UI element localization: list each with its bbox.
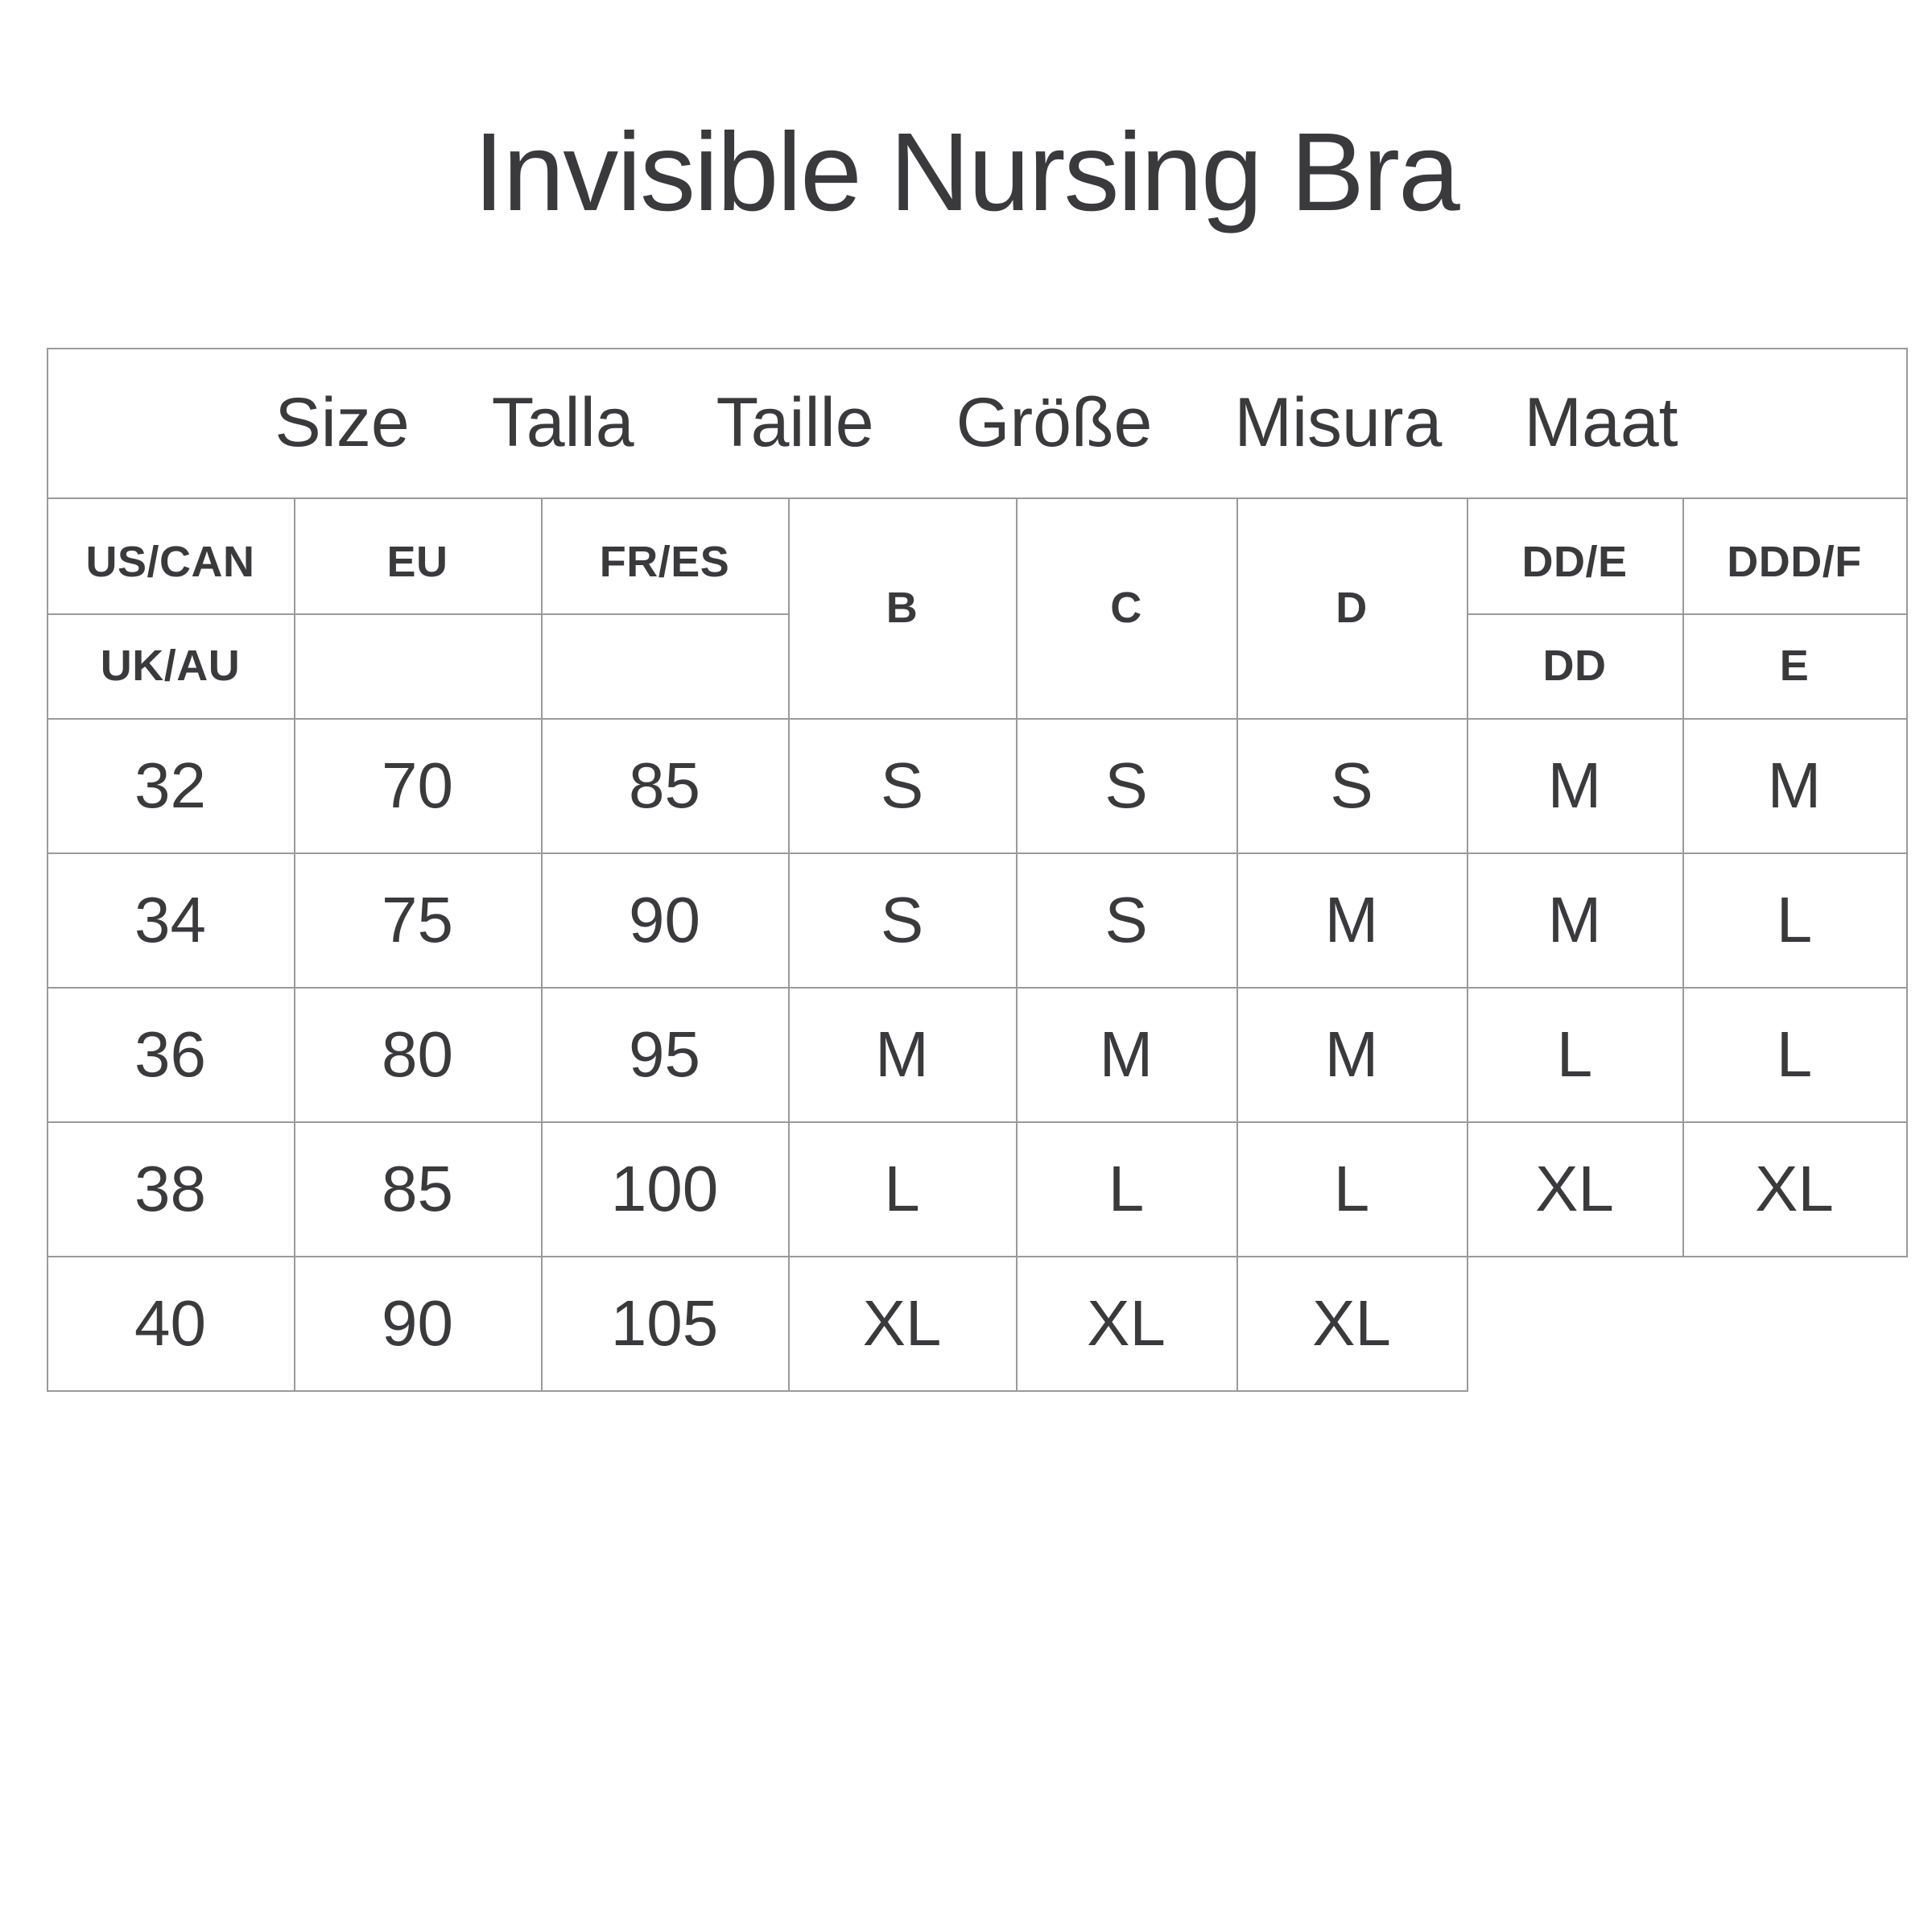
header-cup-b: B [886,584,919,632]
header-cup-e: E [1779,642,1810,690]
cup-dd-e-size-cell: M [1547,883,1602,956]
cup-c-size-cell: S [1104,749,1148,821]
cup-dd-e-size-cell: L [1556,1018,1593,1090]
size-label-de: Größe [956,384,1153,461]
band-size-cell: 32 [134,749,206,821]
size-label-es: Talla [491,384,634,461]
fr-es-size-cell: 90 [629,883,700,956]
size-language-row [47,348,1906,497]
cup-ddd-f-size-cell: XL [1755,1152,1834,1224]
size-chart-table [47,348,1906,1388]
fr-es-size-cell: 105 [610,1286,719,1359]
header-cup-d: D [1335,584,1368,632]
fr-es-size-cell: 95 [629,1018,700,1090]
header-uk-au: UK/AU [100,642,241,690]
size-label-nl: Maat [1524,384,1678,461]
cup-ddd-f-size-cell: L [1776,883,1813,956]
band-size-cell: 38 [134,1152,206,1224]
size-label-fr: Taille [716,384,874,461]
header-cup-ddd-f: DDD/F [1727,538,1862,586]
band-size-cell: 34 [134,883,206,956]
cup-b-size-cell: S [880,749,924,821]
header-cup-dd-e: DD/E [1521,538,1628,586]
table-right-border [1906,348,1908,1257]
cup-c-size-cell: S [1104,883,1148,956]
header-cup-c: C [1110,584,1142,632]
cup-dd-e-size-cell: M [1547,749,1602,821]
cup-b-size-cell: L [884,1152,920,1224]
cup-d-size-cell: L [1333,1152,1370,1224]
page-title: Invisible Nursing Bra [473,110,1459,234]
cup-d-size-cell: XL [1312,1286,1391,1359]
band-size-cell: 36 [134,1018,206,1090]
cup-dd-e-size-cell: XL [1535,1152,1614,1224]
cup-d-size-cell: M [1324,883,1379,956]
cup-ddd-f-size-cell: L [1776,1018,1813,1090]
size-label-en: Size [275,384,410,461]
eu-size-cell: 75 [382,883,453,956]
table-bottom-border [47,1390,1467,1392]
cup-b-size-cell: XL [862,1286,942,1359]
cup-d-size-cell: M [1324,1018,1379,1090]
header-cup-dd: DD [1542,642,1607,690]
fr-es-size-cell: 85 [629,749,700,821]
cup-b-size-cell: M [875,1018,929,1090]
table-top-border [47,348,1906,349]
fr-es-size-cell: 100 [610,1152,719,1224]
eu-size-cell: 85 [382,1152,453,1224]
cup-c-size-cell: XL [1087,1286,1166,1359]
cup-d-size-cell: S [1330,749,1373,821]
band-size-cell: 40 [134,1286,206,1359]
header-us-can: US/CAN [85,538,255,586]
header-eu: EU [386,538,448,586]
size-label-it: Misura [1234,384,1443,461]
eu-size-cell: 80 [382,1018,453,1090]
header-fr-es: FR/ES [599,538,730,586]
cup-c-size-cell: L [1108,1152,1145,1224]
cup-ddd-f-size-cell: M [1767,749,1822,821]
cup-c-size-cell: M [1099,1018,1154,1090]
cup-b-size-cell: S [880,883,924,956]
eu-size-cell: 70 [382,749,453,821]
eu-size-cell: 90 [382,1286,453,1359]
